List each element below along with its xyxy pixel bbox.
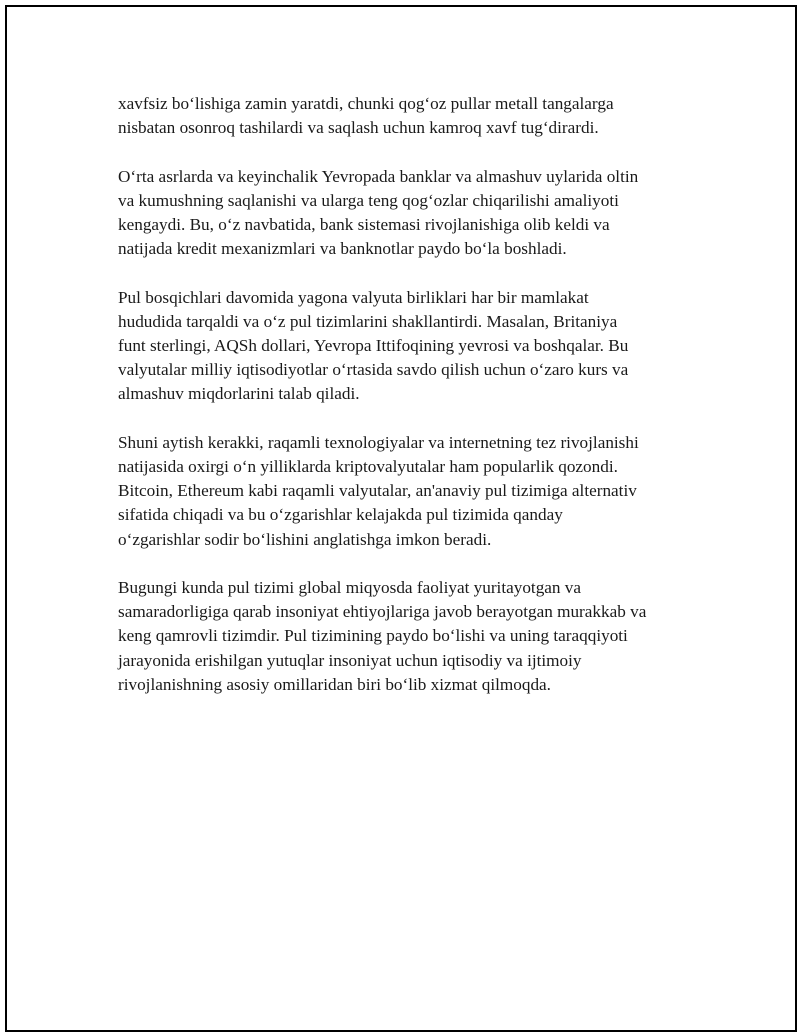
text-line: sifatida chiqadi va bu o‘zgarishlar kelajakda pul tizimida qanday bbox=[118, 505, 563, 525]
paragraph-4 bbox=[118, 431, 693, 552]
text-line: samaradorligiga qarab insoniyat ehtiyojlariga javob berayotgan murakkab va bbox=[118, 602, 647, 622]
text-line: nisbatan osonroq tashilardi va saqlash uchun kamroq xavf tug‘dirardi. bbox=[118, 118, 599, 138]
paragraph-1 bbox=[118, 92, 693, 140]
text-line: funt sterlingi, AQSh dollari, Yevropa Ittifoqining yevrosi va boshqalar. Bu bbox=[118, 336, 629, 355]
text-line: natijasida oxirgi o‘n yilliklarda kriptovalyutalar ham popularlik qozondi. bbox=[118, 457, 618, 476]
paragraph-5 bbox=[118, 576, 693, 697]
text-line: Bugungi kunda pul tizimi global miqyosda faoliyat yuritayotgan va bbox=[118, 578, 582, 597]
paragraph-2 bbox=[118, 165, 693, 262]
text-line: o‘zgarishlar sodir bo‘lishini anglatishga imkon beradi. bbox=[118, 529, 492, 549]
text-line: jarayonida erishilgan yutuqlar insoniyat uchun iqtisodiy va ijtimoiy bbox=[118, 650, 582, 670]
text-line: valyutalar milliy iqtisodiyotlar o‘rtasida savdo qilish uchun o‘zaro kurs va bbox=[118, 360, 629, 380]
text-line: kengaydi. Bu, o‘z navbatida, bank sistemasi rivojlanishiga olib keldi va bbox=[118, 215, 610, 234]
text-line: Pul bosqichlari davomida yagona valyuta birliklari har bir mamlakat bbox=[118, 287, 589, 307]
text-line: Shuni aytish kerakki, raqamli texnologiyalar va internetning tez rivojlanishi bbox=[118, 432, 639, 452]
text-line: Bitcoin, Ethereum kabi raqamli valyutalar, an'anaviy pul tizimiga alternativ bbox=[118, 481, 637, 501]
paragraph-3 bbox=[118, 286, 693, 407]
text-line: almashuv miqdorlarini talab qiladi. bbox=[118, 384, 360, 404]
text-line: xavfsiz bo‘lishiga zamin yaratdi, chunki qog‘oz pullar metall tangalarga bbox=[118, 94, 614, 113]
text-line: hududida tarqaldi va o‘z pul tizimlarini shakllantirdi. Masalan, Britaniya bbox=[118, 311, 618, 331]
document-body bbox=[118, 92, 693, 721]
text-line: keng qamrovli tizimdir. Pul tizimining paydo bo‘lishi va uning taraqqiyoti bbox=[118, 626, 628, 646]
text-line: rivojlanishning asosiy omillaridan biri bo‘lib xizmat qilmoqda. bbox=[118, 674, 551, 694]
text-line: natijada kredit mexanizmlari va banknotlar paydo bo‘la boshladi. bbox=[118, 239, 567, 259]
text-line: va kumushning saqlanishi va ularga teng qog‘ozlar chiqarilishi amaliyoti bbox=[118, 190, 619, 210]
text-line: O‘rta asrlarda va keyinchalik Yevropada banklar va almashuv uylarida oltin bbox=[118, 166, 639, 186]
